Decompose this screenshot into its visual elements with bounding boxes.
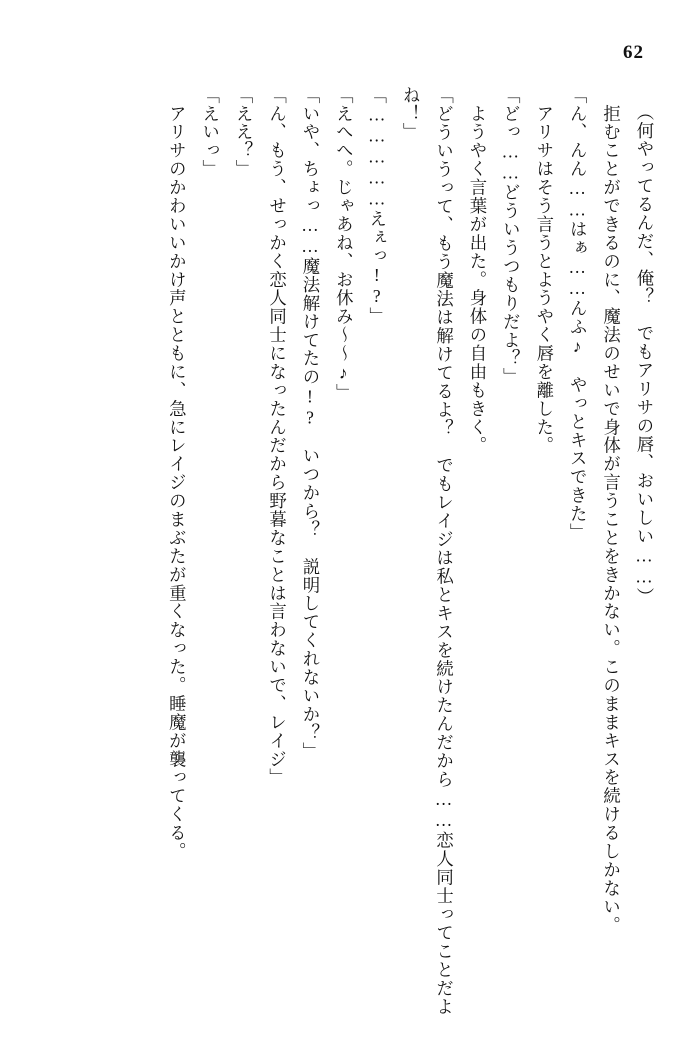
- paragraph: 「ん、もう、せっかく恋人同士になったんだから野暮なことは言わないで、レイジ」: [266, 86, 287, 787]
- paragraph: 「いや、ちょっ……魔法解けてたの!? いつから？ 説明してくれないか？」: [299, 86, 320, 761]
- paragraph: 拒むことができるのに、魔法のせいで身体が言うことをきかない。このままキスを続けるしかない。: [600, 86, 621, 935]
- paragraph: 「どういうって、もう魔法は解けてるよ？ でもレイジは私とキスを続けたんだから……恋人同士ってことだよね！」: [400, 86, 454, 1016]
- paragraph: （何やってるんだ、俺？ でもアリサの唇、おいしい……）: [634, 103, 654, 607]
- paragraph: 「ん、んん……はぁ……んふ♪ やっとキスできた」: [567, 86, 588, 542]
- paragraph: 「どっ……どういうつもりだよ？」: [500, 86, 521, 387]
- paragraph: アリサのかわいいかけ声とともに、急にレイジのまぶたが重くなった。睡魔が襲ってくる。: [166, 86, 187, 861]
- paragraph: ようやく言葉が出た。身体の自由もきく。: [466, 86, 487, 455]
- body-text: [44, 86, 660, 1016]
- paragraph: 「……………えぇっ!?」: [366, 86, 387, 326]
- page-number: 62: [623, 42, 644, 63]
- paragraph: 「えへへ。じゃあね、お休み～～♪」: [333, 86, 354, 403]
- paragraph: 「えいっ」: [199, 86, 220, 179]
- paragraph: アリサはそう言うとようやく唇を離した。: [533, 86, 554, 455]
- paragraph: 「ええ？」: [233, 86, 254, 179]
